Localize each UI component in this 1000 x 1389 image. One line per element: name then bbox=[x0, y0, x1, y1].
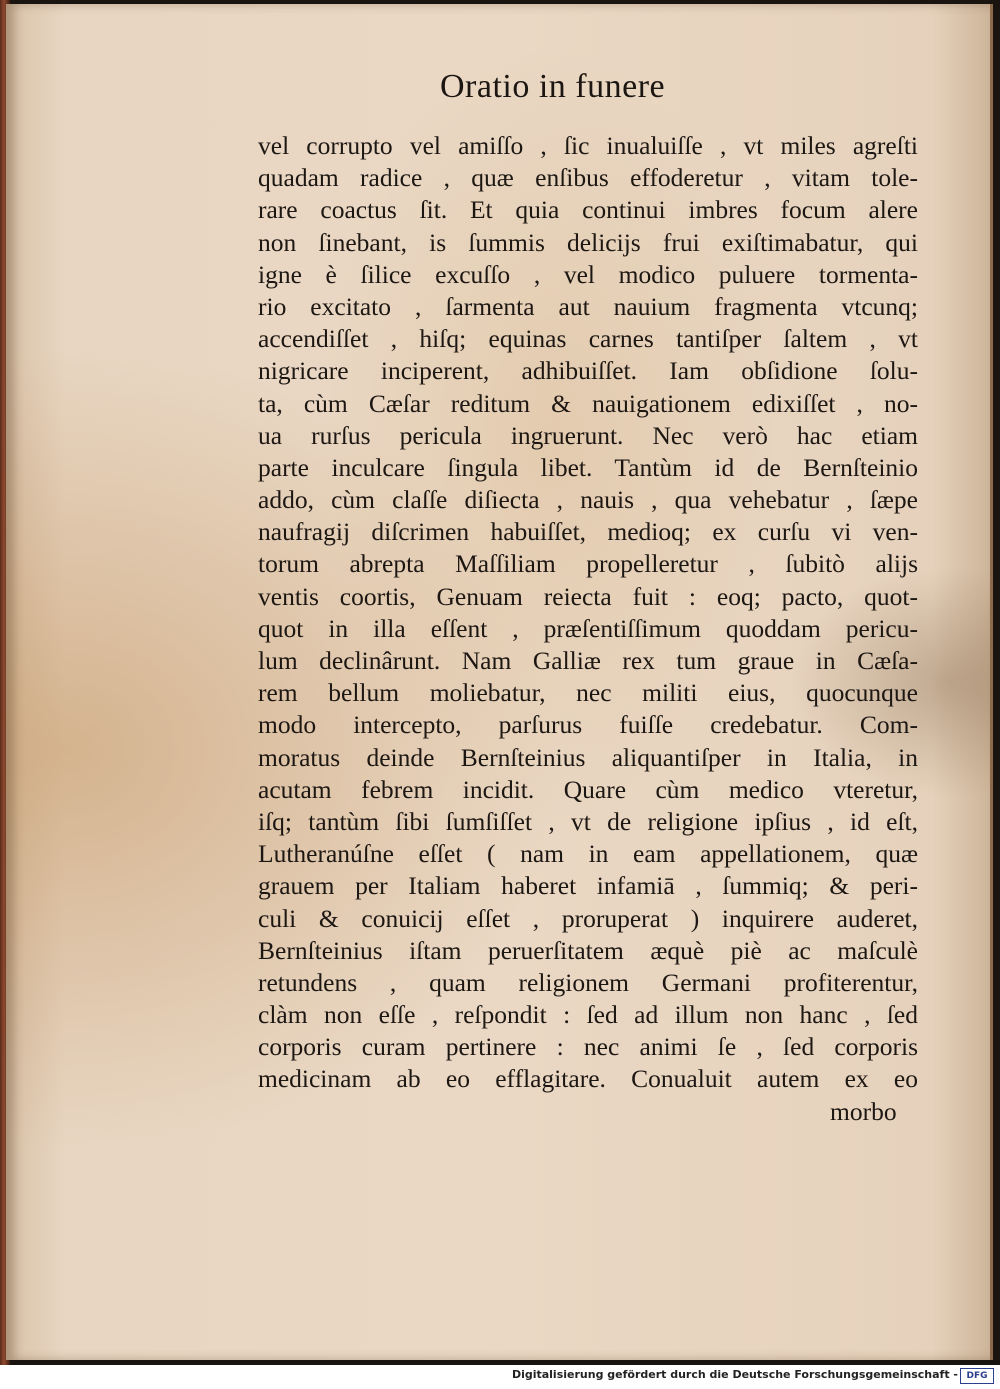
text-line: rem bellum moliebatur, nec militi eius, quocunque bbox=[258, 678, 918, 708]
text-line: vel corrupto vel amiſſo , ſic inualuiſſe , vt miles agreſti bbox=[258, 131, 918, 160]
text-line: retundens , quam religionem Germani profiterentur, bbox=[258, 967, 918, 997]
text-line: parte inculcare ſingula libet. Tantùm id de Bernſteinio bbox=[258, 452, 918, 482]
text-line: iſq; tantùm ſibi ſumſiſſet , vt de religione ipſius , id eſt, bbox=[258, 806, 918, 836]
text-line: naufragij diſcrimen habuiſſet, medioq; ex curſu vi ven- bbox=[258, 517, 918, 547]
text-line: accendiſſet , hiſq; equinas carnes tantiſper ſaltem , vt bbox=[258, 324, 918, 354]
text-line: ta, cùm Cæſar reditum & nauigationem edixiſſet , no- bbox=[258, 388, 918, 418]
text-line: moratus deinde Bernſteinius aliquantiſper in Italia, in bbox=[258, 742, 918, 772]
text-line: medicinam ab eo efflagitare. Conualuit autem ex eo bbox=[258, 1064, 918, 1094]
text-line: modo intercepto, parſurus fuiſſe credebatur. Com- bbox=[258, 710, 918, 740]
text-line: quot in illa eſſent , præſentiſſimum quoddam pericu- bbox=[258, 613, 918, 643]
text-line: corporis curam pertinere : nec animi ſe , ſed corporis bbox=[258, 1032, 918, 1062]
text-line: ua rurſus pericula ingruerunt. Nec verò hac etiam bbox=[258, 420, 918, 450]
text-line: rio excitato , ſarmenta aut nauium fragmenta vtcunq; bbox=[258, 291, 918, 321]
text-line: addo, cùm claſſe diſiecta , nauis , qua vehebatur , ſæpe bbox=[258, 485, 918, 515]
text-line: culi & conuicij eſſet , proruperat ) inquirere auderet, bbox=[258, 903, 918, 933]
text-line: clàm non eſſe , reſpondit : ſed ad illum non hanc , ſed bbox=[258, 1000, 918, 1030]
text-line: nigricare inciperent, adhibuiſſet. Iam obſidione ſolu- bbox=[258, 356, 918, 386]
text-line: quadam radice , quæ enſibus effoderetur , vitam tole- bbox=[258, 163, 918, 193]
text-line: non ſinebant, is ſummis delicijs frui exiſtimabatur, qui bbox=[258, 227, 918, 257]
text-line: Bernſteinius iſtam peruerſitatem æquè piè ac maſculè bbox=[258, 935, 918, 965]
text-line: Lutheranúſne eſſet ( nam in eam appellationem, quæ bbox=[258, 839, 918, 869]
text-line: lum declinârunt. Nam Galliæ rex tum graue in Cæſa- bbox=[258, 646, 918, 675]
text-line: ventis coortis, Genuam reiecta fuit : eoq; pacto, quot- bbox=[258, 581, 918, 611]
text-line: grauem per Italiam haberet infamiā , ſummiq; & peri- bbox=[258, 871, 918, 901]
catchword: morbo bbox=[830, 1097, 897, 1126]
text-line: igne è ſilice excuſſo , vel modico puluere tormenta- bbox=[258, 259, 918, 289]
text-line: acutam febrem incidit. Quare cùm medico vteretur, bbox=[258, 774, 918, 804]
running-header: Oratio in funere bbox=[440, 68, 666, 105]
dfg-logo-icon: DFG bbox=[960, 1368, 994, 1384]
text-line: torum abrepta Maſſiliam propelleretur , ſubitò alijs bbox=[258, 549, 918, 579]
text-line: rare coactus ſit. Et quia continui imbres focum alere bbox=[258, 195, 918, 225]
body-text bbox=[258, 130, 918, 1096]
footer-credit: Digitalisierung gefördert durch die Deutsche Forschungsgemeinschaft - bbox=[511, 1368, 958, 1381]
